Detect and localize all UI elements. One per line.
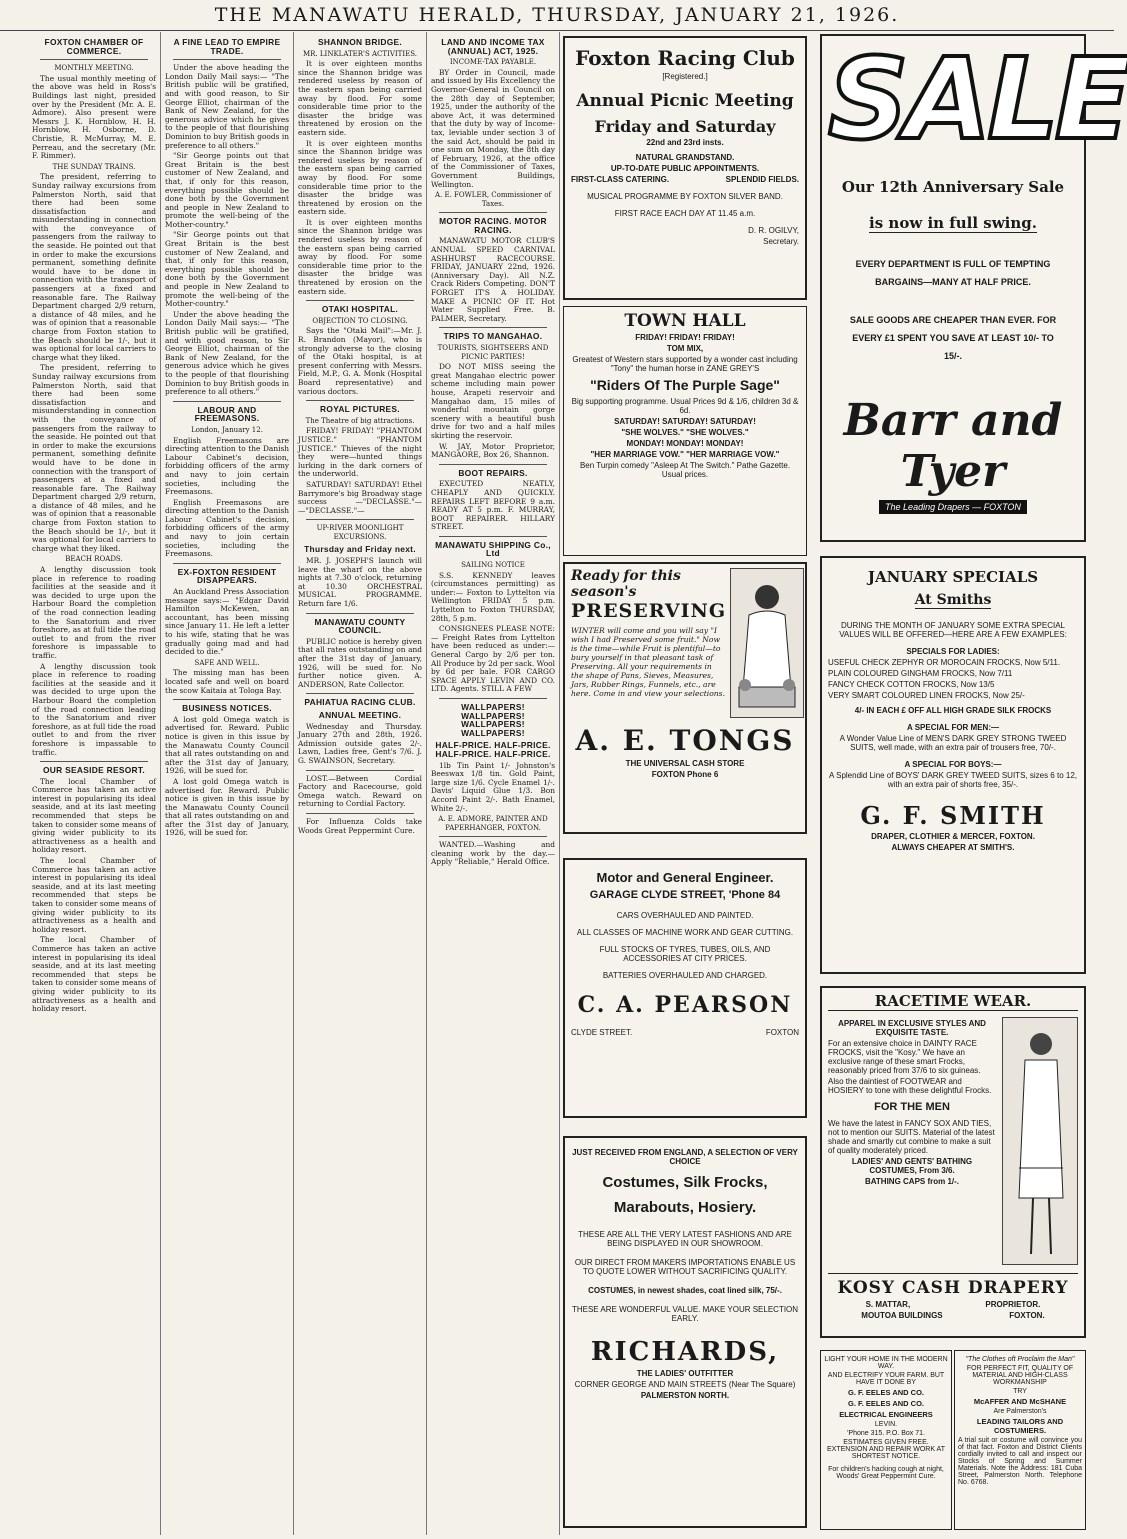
subheading: BEACH ROADS. xyxy=(65,555,123,564)
ad-line xyxy=(571,175,799,184)
ad-line: THESE ARE WONDERFUL VALUE. MAKE YOUR SELECTION EARLY. xyxy=(571,1305,799,1323)
ad-signature: Secretary. xyxy=(763,237,799,246)
subheading: SAILING NOTICE xyxy=(461,561,525,570)
headline: LABOUR AND FREEMASONS. xyxy=(194,404,260,424)
ad-line: MUSICAL PROGRAMME BY FOXTON SILVER BAND. xyxy=(587,192,783,201)
paragraph: A lost gold Omega watch is advertised for. Reward. Public notice is given in this issue by the Manawatu County Council that all rates outstanding on and after the 31st day of January, 1926, will be sued for. xyxy=(165,776,289,838)
ad-tagline: The Leading Drapers — FOXTON xyxy=(879,500,1027,514)
ad-line: FOR PERFECT FIT, QUALITY OF MATERIAL AND HIGH-CLASS WORKMANSHIP xyxy=(966,1365,1074,1386)
ad-line: SATURDAY! SATURDAY! SATURDAY! xyxy=(614,417,756,426)
ad-line: FULL STOCKS OF TYRES, TUBES, OILS, AND ACCESSORIES AT CITY PRICES. xyxy=(599,945,771,963)
barr-tyer-logo: Barr and Tyer xyxy=(843,395,1063,497)
ad-subtitle: GARAGE CLYDE STREET, 'Phone 84 xyxy=(589,889,781,901)
paragraph: A lost gold Omega watch is advertised for. Reward. Public notice is given in this issue by the Manawatu County Council that all rates outstanding on and after the 31st day of January, 1926, will be sued for. xyxy=(165,714,289,776)
ad-line: EVERY DEPARTMENT IS FULL OF TEMPTING BARGAINS—MANY AT HALF PRICE. xyxy=(855,259,1051,287)
ad-address-building: MOUTOA BUILDINGS xyxy=(861,1311,943,1320)
ad-line: ALWAYS CHEAPER AT SMITH'S. xyxy=(891,843,1015,852)
ad-heading: Annual Picnic Meeting xyxy=(576,91,794,111)
ad-line: THESE ARE ALL THE VERY LATEST FASHIONS AND ARE BEING DISPLAYED IN OUR SHOWROOM. xyxy=(578,1230,792,1248)
paragraph: EXECUTED NEATLY, CHEAPLY AND QUICKLY. REPAIRS LEFT BEFORE 9 a.m. READY AT 5 p.m. F. MURRAY, BOOT REPAIRER. HILLARY STREET. xyxy=(431,479,555,532)
column-chamber-of-commerce xyxy=(28,32,161,1535)
dress-illustration xyxy=(1002,1017,1078,1265)
ad-line: THE LADIES' OUTFITTER xyxy=(636,1369,734,1378)
ad-name: G. F. EELES AND CO. xyxy=(848,1388,924,1397)
ad-line: ALL CLASSES OF MACHINE WORK AND GEAR CUTTING. xyxy=(576,928,794,937)
headline: ANNUAL MEETING. xyxy=(318,709,402,720)
ad-smith xyxy=(820,556,1086,974)
ad-line: "HER MARRIAGE VOW." "HER MARRIAGE VOW." xyxy=(590,450,780,459)
ad-banner-line: PRESERVING xyxy=(571,600,727,622)
ad-heading: SPECIALS FOR LADIES: xyxy=(906,647,1000,656)
headline: MANAWATU COUNTY COUNCIL. xyxy=(314,616,406,636)
paragraph: MR. J. JOSEPH'S launch will leave the wharf on the above nights at 7.30 o'clock, returning at 10.30 ORCHESTRAL MUSICAL PROGRAMME. Return fare 1/6. xyxy=(298,556,422,609)
subheading: The Theatre of big attractions. xyxy=(305,416,415,425)
ad-line: LEVIN. xyxy=(874,1421,898,1428)
ad-line: TRY xyxy=(1013,1388,1027,1395)
paragraph: CONSIGNEES PLEASE NOTE:— Freight Rates from Lyttelton have been reduced as under:— General Cargo by 2/6 per ton. All Produce by 2d per sack. Wool by 6d per bale. FOR CARGO SPACE APPLY LEVIN AND CO. LTD. Agents. STILL A FEW xyxy=(431,624,555,694)
ad-feature: "Riders Of The Purple Sage" xyxy=(590,377,780,393)
subheading: SAFE AND WELL. xyxy=(194,658,260,667)
paragraph: English Freemasons are directing attention to the Danish Labour Cabinet's decision, forbidding officers of the army and navy to join certain societies, including the Freemasons. xyxy=(165,497,289,559)
ad-tongs xyxy=(563,562,807,834)
paragraph: Under the above heading the London Daily Mail says:— "The British public will be gratified, and with good reason, to Sir George Elliot, chairman of the Bank of New Zealand, for the generous advice which he gives to the people of that flourishing Dominion to buy British goods in preference to all others." xyxy=(165,63,289,150)
ad-racing-club xyxy=(563,36,807,300)
ad-pearson xyxy=(563,858,807,1118)
subheading: UP-RIVER MOONLIGHT EXCURSIONS. xyxy=(316,524,404,541)
ad-line: USEFUL CHECK ZEPHYR OR MOROCAIN FROCKS, Now 5/11. xyxy=(828,658,1061,667)
ad-line-right: SPLENDID FIELDS. xyxy=(725,175,799,184)
paragraph: English Freemasons are directing attention to the Danish Labour Cabinet's decision, forbidding officers of the army and navy to join certain societies, including the Freemasons. xyxy=(165,435,289,497)
headline: LAND AND INCOME TAX (ANNUAL) ACT, 1925. xyxy=(441,37,545,56)
ad-copy: WINTER will come and you will say "I wish I had Preserved some fruit." Now is the time—while Fruit is plentiful—to bury yourself in that pleasant task of Preserving. All your requirements in the shape of Pans, Sieves, Measures, Jars, Rubber Rings, Funnels, etc., are here. Come in and view your selections. xyxy=(571,626,725,698)
paragraph: The president, referring to Sunday railway excursions from Palmerston North, said that there had been some dissatisfaction and misunderstanding in connection with the conveyance of passengers from the railway to the seaside. He pointed out that in order to make the excursions permanent, something definite would have to be done in connection with the transport of passengers at a fixed and reasonable fare. The Railway Department charged 2/9 return, a distance of 48 miles, and he was of opinion that a reasonable charge from Foxton station to the Beach should be 1/-, but it was optional for local carriers to charge what they liked. xyxy=(32,363,156,553)
headline: MOTOR RACING. MOTOR RACING. xyxy=(439,216,547,235)
ad-line: APPAREL IN EXCLUSIVE STYLES AND EXQUISITE TASTE. xyxy=(838,1019,986,1037)
ad-address-town: FOXTON. xyxy=(1009,1311,1045,1320)
paragraph: An Auckland Press Association message says:— "Edgar David Hamilton McKewen, an accountant, has been missing since January 11. He left a letter to his wife, stating that he was gradually going mad and had decided to die." xyxy=(165,587,289,657)
paragraph: LOST.—Between Cordial Factory and Racecourse, gold Omega watch. Reward on returning to Cordial Factory. xyxy=(298,773,422,809)
ad-kosy xyxy=(820,986,1086,1338)
headline: SHANNON BRIDGE. xyxy=(317,37,403,47)
ad-line: A trial suit or costume will convince you of that fact. Foxton and District Clients cordially invited to call and inspect our Stocks of Spring and Summer Materials. Note the Address: 181 Cuba Street, Palmerston North. Telephone No. 6768. xyxy=(958,1437,1082,1486)
subheading: TOURISTS, SIGHTSEERS AND PICNIC PARTIES! xyxy=(437,344,549,361)
paragraph: "Sir George points out that Great Britain is the best customer of New Zealand, and that, if only for this reason, everything possible should be done both by the Government and people in New Zealand to promote the well-being of the Mother-country." xyxy=(165,151,289,229)
ad-footer-left: CLYDE STREET. xyxy=(571,1028,633,1037)
ad-line: MONDAY! MONDAY! MONDAY! xyxy=(626,439,744,448)
ad-name: A. E. TONGS xyxy=(575,724,795,757)
paragraph: The president, referring to Sunday railway excursions from Palmerston North, said that there had been some dissatisfaction and misunderstanding in connection with the conveyance of passengers from the railway to the seaside. He pointed out that in order to make the excursions permanent, something definite would have to be done in connection with the transport of passengers at a fixed and reasonable fare. The Railway Department charged 2/9 return, a distance of 48 miles, and he was of opinion that a reasonable charge from Foxton station to the Beach should be 1/-, but it was optional for local carriers to charge what they liked. xyxy=(32,172,156,362)
paragraph: The missing man has been located safe and well on board the scow Kaitaia at Tologa Bay. xyxy=(165,668,289,695)
headline: WALLPAPERS! WALLPAPERS! WALLPAPERS! WALLPAPERS! xyxy=(461,701,525,738)
headline: Thursday and Friday next. xyxy=(304,544,416,555)
ad-heading: is now in full swing. xyxy=(869,214,1037,232)
ad-title: Motor and General Engineer. xyxy=(596,870,774,885)
ad-line: Are Palmerston's xyxy=(993,1408,1047,1415)
headline: OTAKI HOSPITAL. xyxy=(321,304,399,315)
ad-heading: Our 12th Anniversary Sale xyxy=(841,178,1065,196)
ad-eeles xyxy=(820,1350,952,1530)
ad-line: ELECTRICAL ENGINEERS xyxy=(839,1410,933,1419)
ad-barr-and-tyer xyxy=(820,34,1127,542)
ad-line: A Splendid Line of BOYS' DARK GREY TWEED SUITS, sizes 6 to 12, with an extra pair of shorts free, 35/-. xyxy=(828,771,1077,789)
ad-line: For an extensive choice in DAINTY RACE FROCKS, visit the "Kosy." We have an exclusive range of these smart Frocks, reasonably priced from 37/6 to six guineas. xyxy=(828,1039,981,1075)
woman-preserving-icon xyxy=(731,569,803,717)
ad-banner-line: Ready for this season's xyxy=(571,568,681,600)
headline: HALF-PRICE. HALF-PRICE. HALF-PRICE. HALF-PRICE. xyxy=(435,740,551,759)
paragraph: S.S. KENNEDY leaves (circumstances permitting) as under:— Foxton to Lyttelton via Wellington FRIDAY 5 p.m. Lyttelton to Foxton THURSDAY, 28th, 5 p.m. xyxy=(431,570,555,623)
ad-banner xyxy=(571,568,726,718)
ad-heading: Costumes, Silk Frocks, xyxy=(602,1174,768,1191)
ad-name: KOSY CASH DRAPERY xyxy=(828,1273,1078,1298)
ad-line: TOM MIX, xyxy=(666,344,704,353)
ad-line: BATHING CAPS from 1/-. xyxy=(864,1177,960,1186)
masthead: THE MANAWATU HERALD, THURSDAY, JANUARY 21, 1926. xyxy=(0,0,1114,31)
column-empire-trade xyxy=(161,32,294,1535)
ad-line: LEADING TAILORS AND COSTUMIERS. xyxy=(976,1417,1064,1435)
ad-line: OUR DIRECT FROM MAKERS IMPORTATIONS ENABLE US TO QUOTE LOWER WITHOUT SACRIFICING QUALITY. xyxy=(574,1258,796,1276)
subheading: INCOME-TAX PAYABLE. xyxy=(449,58,537,67)
subheading: A. E. FOWLER, Commissioner of Taxes. xyxy=(434,191,552,208)
ad-line: COSTUMES, in newest shades, coat lined silk, 75/-. xyxy=(588,1286,782,1295)
ad-line: PLAIN COLOURED GINGHAM FROCKS, Now 7/11 xyxy=(828,669,1013,678)
ad-top xyxy=(571,568,799,718)
ad-name: McAFFER AND McSHANE xyxy=(973,1397,1067,1406)
paragraph: DO NOT MISS seeing the great Mangahao electric power scheme including main power house, Arapeti reservoir and Mangahao dam, 15 miles of wonderful mountain gorge scenery with a beautiful bush drive for two and a half miles skirting the reservoir. xyxy=(431,362,555,440)
ad-line: CARS OVERHAULED AND PAINTED. xyxy=(616,911,754,920)
ad-line: THE UNIVERSAL CASH STORE xyxy=(625,759,745,768)
ad-line: A Wonder Value Line of MEN'S DARK GREY STRONG TWEED SUITS, well made, with an extra pair of trousers free, 70/-. xyxy=(839,734,1067,752)
ad-line: We have the latest in FANCY SOX AND TIES, not to mention our SUITS. Material of the latest shade and smartly cut combine to make a suit of quality moderately priced. xyxy=(828,1119,995,1155)
column-shannon-bridge xyxy=(294,32,427,1535)
ad-proprietor xyxy=(828,1300,1078,1309)
ad-mcaffer xyxy=(954,1350,1086,1530)
ad-name: C. A. PEARSON xyxy=(577,992,793,1018)
headline: ROYAL PICTURES. xyxy=(320,404,400,415)
sale-lettering: SALE xyxy=(828,35,1127,165)
ad-line-left: FIRST-CLASS CATERING. xyxy=(571,175,670,184)
headline: TRIPS TO MANGAHAO. xyxy=(443,331,543,342)
paragraph: The local Chamber of Commerce has taken an active interest in popularising its ideal seaside, and at its last meeting recommended that steps be taken to consider some means of giving wider publicity to its attractiveness as a health and holiday resort. xyxy=(32,856,156,934)
ad-line: "SHE WOLVES." "SHE WOLVES." xyxy=(621,428,749,437)
paragraph: "Sir George points out that Great Britain is the best customer of New Zealand, and that, if only for this reason, everything possible should be done both by the Government and people in New Zealand to promote the well-being of the Mother-country." xyxy=(165,230,289,309)
ad-town-hall xyxy=(563,306,807,556)
subheading: A. E. ADMORE, PAINTER AND PAPERHANGER, FOXTON. xyxy=(438,815,548,832)
paragraph: WANTED.—Washing and cleaning work by the day.—Apply "Reliable," Herald Office. xyxy=(431,840,555,867)
ad-footer xyxy=(571,1028,799,1037)
ad-line: Big supporting programme. Usual Prices 9d & 1/6, children 3d & 6d. xyxy=(571,397,799,415)
headline: A FINE LEAD TO EMPIRE TRADE. xyxy=(173,37,281,56)
ad-title: Foxton Racing Club xyxy=(575,46,795,70)
ad-line: NATURAL GRANDSTAND. xyxy=(635,153,735,162)
ad-line: FANCY CHECK COTTON FROCKS, Now 13/5 xyxy=(828,680,995,689)
ad-name: G. F. SMITH xyxy=(860,801,1046,830)
ad-line: ESTIMATES GIVEN FREE. EXTENSION AND REPAIR WORK AT SHORTEST NOTICE. xyxy=(827,1439,945,1460)
ad-title: JANUARY SPECIALS xyxy=(867,568,1039,586)
ad-heading: FOR THE MEN xyxy=(874,1101,950,1113)
ad-proprietor-title: PROPRIETOR. xyxy=(985,1300,1041,1309)
paragraph: 1lb Tin Paint 1/- Johnston's Beeswax 1/8 tin. Gold Paint, large size 1/6. Cycle Enamel 1/-. Davis' Liquid Glue 1/3. Bon Accord Paint 2/-. Bath Enamel, White 2/-. xyxy=(431,760,555,813)
headline: BOOT REPAIRS. xyxy=(458,467,528,478)
ad-subtitle: At Smiths xyxy=(914,592,992,608)
subheading: THE SUNDAY TRAINS. xyxy=(52,162,136,171)
ad-line: FOXTON Phone 6 xyxy=(651,770,719,779)
ad-proprietor-name: S. MATTAR, xyxy=(865,1300,911,1309)
paragraph: It is over eighteen months since the Shannon bridge was rendered useless by reason of the eastern span being carried away by flood. For some considerable time prior to the disaster the bridge was threatened by erosion on the eastern side. xyxy=(298,59,422,137)
ad-line: For children's hacking cough at night, Woods' Great Peppermint Cure. xyxy=(828,1466,944,1480)
ad-line: CORNER GEORGE AND MAIN STREETS (Near The Square) xyxy=(574,1380,796,1389)
paragraph: Says the "Otaki Mail":—Mr. J. R. Brandon (Mayor), who is strongly adverse to the closing of the Otaki hospital, is at present conferring with Messrs. Field, M.P., G. A. Monk (Hospital Board representative) and various doctors. xyxy=(298,326,422,396)
headline: BUSINESS NOTICES. xyxy=(182,703,272,714)
paragraph: It is over eighteen months since the Shannon bridge was rendered useless by reason of the eastern span being carried away by flood. For some considerable time prior to the disaster the bridge was threatened by erosion on the eastern side. xyxy=(298,138,422,217)
woman-illustration xyxy=(730,568,804,718)
lady-in-dress-icon xyxy=(1003,1018,1077,1264)
paragraph: The local Chamber of Commerce has taken an active interest in popularising its ideal seaside, and at its last meeting recommended that steps be taken to consider some means of giving wider publicity to its attractiveness as a health and holiday resort. xyxy=(32,935,156,1014)
subheading: MONTHLY MEETING. xyxy=(54,64,134,73)
paragraph: MANAWATU MOTOR CLUB'S ANNUAL SPEED CARNIVAL ASHHURST RACECOURSE. FRIDAY, JANUARY 22nd, 1926. (Anniversary Day). All N.Z. Crack Riders Competing. DON'T FORGET IT'S A HOLIDAY. MAKE A PICNIC OF IT. Hot Water Supplied Free. B. PALMER, Secretary. xyxy=(431,236,555,323)
ad-line: AND ELECTRIFY YOUR FARM. BUT HAVE IT DONE BY xyxy=(827,1372,945,1386)
ad-richards xyxy=(563,1136,807,1528)
ad-line: FRIDAY! FRIDAY! FRIDAY! xyxy=(635,333,735,342)
ad-line: UP-TO-DATE PUBLIC APPOINTMENTS. xyxy=(610,164,760,173)
ad-line: LIGHT YOUR HOME IN THE MODERN WAY. xyxy=(824,1356,948,1370)
paragraph: Wednesday and Thursday. January 27th and 28th, 1926. Admission outside gates 2/-. Lawn, Ladies free, Gent's 7/6. J. G. SWAINSON, Secretary. xyxy=(298,721,422,765)
ad-body xyxy=(828,1017,1078,1265)
paragraph: The usual monthly meeting of the above was held in Ross's Buildings last night, presided over by the President (Mr. A. E. Admore). Also present were Messrs J. K. Hornblow, H. H. Hornblow, H. Osborne, D. Christie, R. McMurray, M. E. Perreau, and the secretary (Mr. F. Rimmer). xyxy=(32,73,156,161)
headline: MANAWATU SHIPPING Co., Ltd xyxy=(435,539,551,559)
paragraph: PUBLIC notice is hereby given that all rates outstanding on and after the 31st day of January, 1926, will be sued for. No further notice given. A. ANDERSON, Rate Collector. xyxy=(298,636,422,689)
ad-line: DRAPER, CLOTHIER & MERCER, FOXTON. xyxy=(871,832,1035,841)
ad-heading: A SPECIAL FOR BOYS:— xyxy=(904,760,1002,769)
paragraph: A lengthy discussion took place in reference to roading facilities at the seaside and it was decided to urge upon the Harbour Board the completion of the road connection leading to the Sanatorium and river foreshore, as at full tide the road outlet to and from the river foreshore is impassable to traffic. xyxy=(32,565,156,660)
column-notices xyxy=(427,32,560,1535)
ad-heading: Marabouts, Hosiery. xyxy=(613,1199,757,1216)
ad-line: FIRST RACE EACH DAY AT 11.45 a.m. xyxy=(614,209,756,218)
ad-address xyxy=(828,1311,1078,1320)
ad-line: "The Clothes oft Proclaim the Man" xyxy=(965,1356,1075,1363)
headline: EX-FOXTON RESIDENT DISAPPEARS. xyxy=(177,566,277,586)
headline: PAHIATUA RACING CLUB. xyxy=(304,697,416,708)
headline: FOXTON CHAMBER OF COMMERCE. xyxy=(44,37,144,56)
paragraph: BY Order in Council, made and issued by His Excellency the Governor-General in Council on the 28th day of September, 1925, under the authority of the above Act, it was determined that the duty by way of Income-tax, leviable under section 3 of the said Act, should be paid in one sum on Monday, the 8th day of February, 1926, at the office of the Commissioner of Taxes, Government Buildings, Wellington. xyxy=(431,67,555,189)
paragraph: W. JAY, Motor Proprietor, MANGAORE, Box 26, Shannon. xyxy=(431,441,555,460)
headline: OUR SEASIDE RESORT. xyxy=(42,765,146,776)
ad-line: VERY SMART COLOURED LINEN FROCKS, Now 25/- xyxy=(828,691,1025,700)
ad-title: RACETIME WEAR. xyxy=(828,992,1078,1011)
paragraph: The local Chamber of Commerce has taken an active interest in popularising its ideal seaside, and at its last meeting recommended that steps be taken to consider some means of giving wider publicity to its attractiveness as a health and holiday resort. xyxy=(32,776,156,855)
ad-heading: A SPECIAL FOR MEN:— xyxy=(906,723,999,732)
ad-line: DURING THE MONTH OF JANUARY SOME EXTRA SPECIAL VALUES WILL BE OFFERED—HERE ARE A FEW EXAMPLES: xyxy=(839,621,1067,639)
ad-title: TOWN HALL xyxy=(624,311,746,331)
paragraph: SATURDAY! SATURDAY! Ethel Barrymore's big Broadway stage success —"DECLASSE."— —"DECLASSE."— xyxy=(298,479,422,515)
ad-line: LADIES' AND GENTS' BATHING COSTUMES, From 3/6. xyxy=(851,1157,973,1175)
ad-line: [Registered.] xyxy=(662,72,708,81)
ad-line: SALE GOODS ARE CHEAPER THAN EVER. FOR EVERY £1 SPENT YOU SAVE AT LEAST 10/- TO 15/-. xyxy=(849,315,1057,361)
ad-line: 22nd and 23rd insts. xyxy=(646,138,724,147)
ad-line: 4/- IN EACH £ OFF ALL HIGH GRADE SILK FROCKS xyxy=(854,706,1052,715)
ad-line: PALMERSTON NORTH. xyxy=(640,1391,730,1400)
ad-line: JUST RECEIVED FROM ENGLAND, A SELECTION OF VERY CHOICE xyxy=(572,1148,798,1166)
ad-line: Ben Turpin comedy "Asleep At The Switch." Pathe Gazette. Usual prices. xyxy=(579,461,791,479)
ad-footer-right: FOXTON xyxy=(765,1028,799,1037)
ad-line: Also the daintiest of FOOTWEAR and HOSIERY to tone with these delightful Frocks. xyxy=(828,1077,992,1095)
ad-name: G. F. EELES AND CO. xyxy=(848,1399,924,1408)
ad-line: Greatest of Western stars supported by a wonder cast including "Tony" the human horse in ZANE GREY'S xyxy=(572,355,798,373)
ad-line: BATTERIES OVERHAULED AND CHARGED. xyxy=(602,971,768,980)
paragraph: For Influenza Colds take Woods Great Peppermint Cure. xyxy=(298,816,422,835)
paragraph: FRIDAY! FRIDAY! "PHANTOM JUSTICE." "PHANTOM JUSTICE." Thieves of the night they were—hunted things lurking in the dark corners of the underworld. xyxy=(298,426,422,479)
subheading: MR. LINKLATER'S ACTIVITIES. xyxy=(303,49,417,58)
ad-signature: D. R. OGILVY, xyxy=(748,226,799,235)
ad-heading: Friday and Saturday xyxy=(594,117,776,136)
ad-text xyxy=(828,1017,996,1265)
paragraph: A lengthy discussion took place in reference to roading facilities at the seaside and it was decided to urge upon the Harbour Board the completion of the road connection leading to the Sanatorium and river foreshore, as at full tide the road outlet to and from the river foreshore is impassable to traffic. xyxy=(32,661,156,757)
paragraph: Under the above heading the London Daily Mail says:— "The British public will be gratified, and with good reason, to Sir George Elliot, chairman of the Bank of New Zealand, for the generous advice which he gives to the people of that flourishing Dominion to buy British goods in preference to all others." xyxy=(165,309,289,397)
subheading: OBJECTION TO CLOSING. xyxy=(312,316,408,325)
ad-name: RICHARDS, xyxy=(590,1337,780,1367)
subheading: London, January 12. xyxy=(191,425,263,434)
ad-line: 'Phone 315. P.O. Box 71. xyxy=(847,1430,925,1437)
paragraph: It is over eighteen months since the Shannon bridge was rendered useless by reason of the eastern span being carried away by flood. For some considerable time prior to the disaster the bridge was threatened by erosion on the eastern side. xyxy=(298,217,422,296)
